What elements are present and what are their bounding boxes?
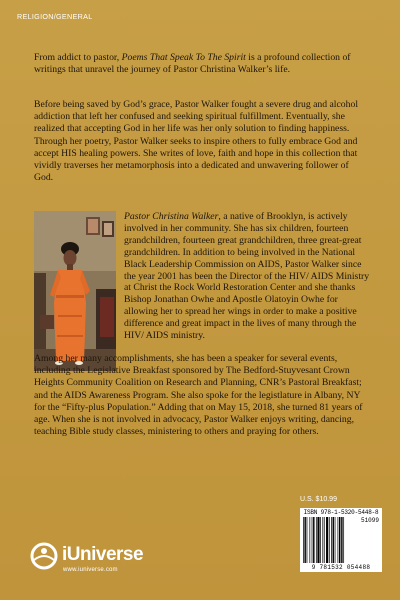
barcode-bar	[329, 517, 330, 563]
iuniverse-globe-icon	[30, 542, 58, 570]
ean-number: 9 781532 054488	[311, 564, 371, 571]
barcode-bar	[343, 517, 344, 563]
barcode-bar	[317, 517, 319, 563]
barcode-bar	[324, 517, 325, 563]
price-label: U.S. $10.99	[300, 496, 337, 503]
barcode-bar	[320, 517, 321, 563]
barcode-bar	[339, 517, 340, 563]
barcode-bar	[316, 517, 317, 563]
author-name: Pastor Christina Walker	[124, 211, 219, 222]
intro-lead: From addict to pastor,	[34, 52, 122, 63]
category-label: RELIGION/GENERAL	[17, 12, 93, 21]
publisher-logo	[30, 540, 150, 580]
barcode-bar	[331, 517, 332, 563]
author-photo	[34, 211, 116, 371]
barcode-bar	[326, 517, 328, 563]
isbn-text: ISBN 978-1-5320-5448-8	[303, 509, 379, 516]
intro-paragraph	[34, 52, 370, 76]
barcode-bar	[322, 517, 323, 563]
barcode-bar	[341, 517, 342, 563]
barcode-bars	[303, 517, 359, 563]
publisher-url: www.iuniverse.com	[63, 567, 118, 573]
barcode-bar	[338, 517, 339, 563]
barcode-bar	[309, 517, 310, 563]
author-bio	[124, 211, 370, 342]
barcode-bar	[313, 517, 314, 563]
publisher-name: iUniverse	[62, 544, 144, 565]
barcode-addon: 51099	[360, 517, 379, 524]
isbn-barcode	[300, 508, 382, 572]
barcode-bar	[335, 517, 336, 563]
barcode-bar	[304, 517, 305, 563]
story-paragraph: Before being saved by God’s grace, Pastor Walker fought a severe drug and alcohol addiction that left her confused and seeking spiritual fulfillment. Eventually, she realized that accepting God in her life was her only solution to finding happiness. Through her poetry, Pastor Walker seeks to inspire others to fully embrace God and accept HIS healing powers. She writes of love, faith and hope in this collection that vividly traverses her metamorphosis into a dedicated and unwavering follower of God.	[34, 99, 359, 184]
accomplishments-paragraph: Among her many accomplishments, she has been a speaker for several events, including the Legislative Breakfast sponsored by The Bedford-Stuyvesant Crown Heights Community Coalition on Research and Planning, CNR’s Pastoral Breakfast; and the AIDS Awareness Program. She also spoke for the legistlature in Albany, NY for the “Fifty-plus Population.” Adding that on May 15, 2018, she turned 81 years of age. When she is not involved in advocacy, Pastor Walker enjoys writing, dancing, teaching Bible study classes, ministering to others and praying for others.	[34, 353, 363, 438]
intro-rest: is a profound collection of writings that unravel the journey of Pastor Christina Walker’s life.	[34, 52, 351, 76]
book-title: Poems That Speak To The Spirit	[121, 52, 246, 63]
author-bio-text: , a native of Brooklyn, is actively involved in her community. She has six children, fourteen grandchildren, fourteen great grandchildren, three great-great grandchildren. In addition to being involved in the National Black Leadership Commission on AIDS, Pastor Walker since the year 2001 has been the Director of the HIV/ AIDS Ministry at Christ the Rock World Restoration Center and she thanks Bishop Jonathan Owhe and Apostle Olatoyin Owhe for allowing her to spread her wings in order to make a positive difference and great impact in the lives of many through the HIV/ AIDS ministry.	[124, 211, 370, 342]
barcode-bar	[312, 517, 313, 563]
barcode-bar	[307, 517, 308, 563]
barcode-bar	[303, 517, 304, 563]
author-portrait-icon	[34, 211, 116, 371]
barcode-bar	[333, 517, 334, 563]
